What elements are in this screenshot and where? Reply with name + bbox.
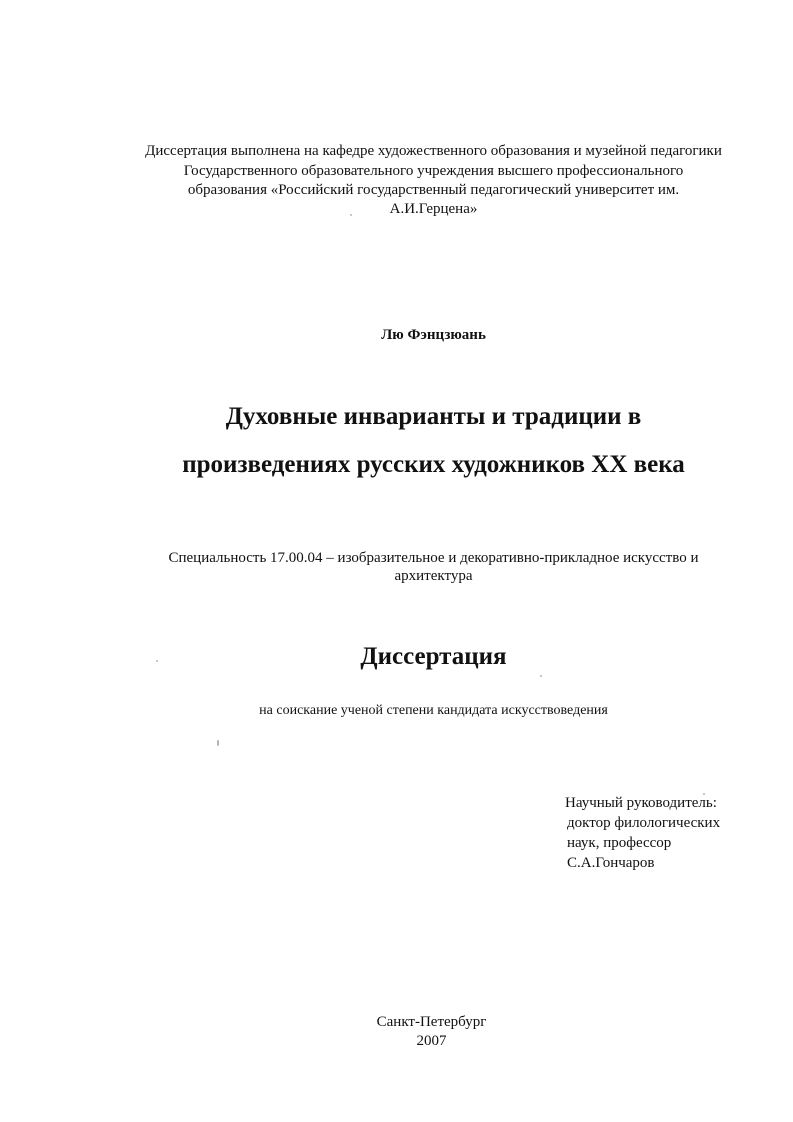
document-type: Диссертация	[360, 643, 507, 670]
institution-line-3: образования «Российский государственный педагогический университет им.	[187, 182, 680, 198]
author-name: Лю Фэнцзюань	[381, 327, 486, 343]
scan-speck	[156, 660, 158, 662]
scan-speck	[703, 793, 705, 795]
supervisor-line-2: наук, профессор	[567, 835, 672, 851]
scan-speck	[540, 675, 542, 677]
degree-line: на соискание ученой степени кандидата искусствоведения	[259, 703, 608, 718]
supervisor-heading: Научный руководитель:	[565, 795, 717, 811]
institution-line-2: Государственного образовательного учреждения высшего профессионального	[183, 163, 684, 179]
institution-line-4: А.И.Герцена»	[389, 201, 478, 217]
specialty-line-2: архитектура	[394, 568, 473, 584]
scan-speck	[350, 214, 352, 216]
title-line-1: Духовные инварианты и традиции в	[225, 403, 642, 430]
footer-year: 2007	[416, 1033, 447, 1049]
institution-line-1: Диссертация выполнена на кафедре художественного образования и музейной педагогики	[145, 143, 722, 159]
supervisor-line-3: С.А.Гончаров	[567, 855, 655, 871]
title-line-2: произведениях русских художников XX века	[182, 451, 685, 478]
footer-city: Санкт-Петербург	[376, 1014, 487, 1030]
specialty-line-1: Специальность 17.00.04 – изобразительное и декоративно-прикладное искусство и	[168, 550, 699, 566]
scan-speck	[217, 740, 219, 746]
supervisor-line-1: доктор филологических	[567, 815, 721, 831]
supervisor-block	[565, 793, 720, 873]
